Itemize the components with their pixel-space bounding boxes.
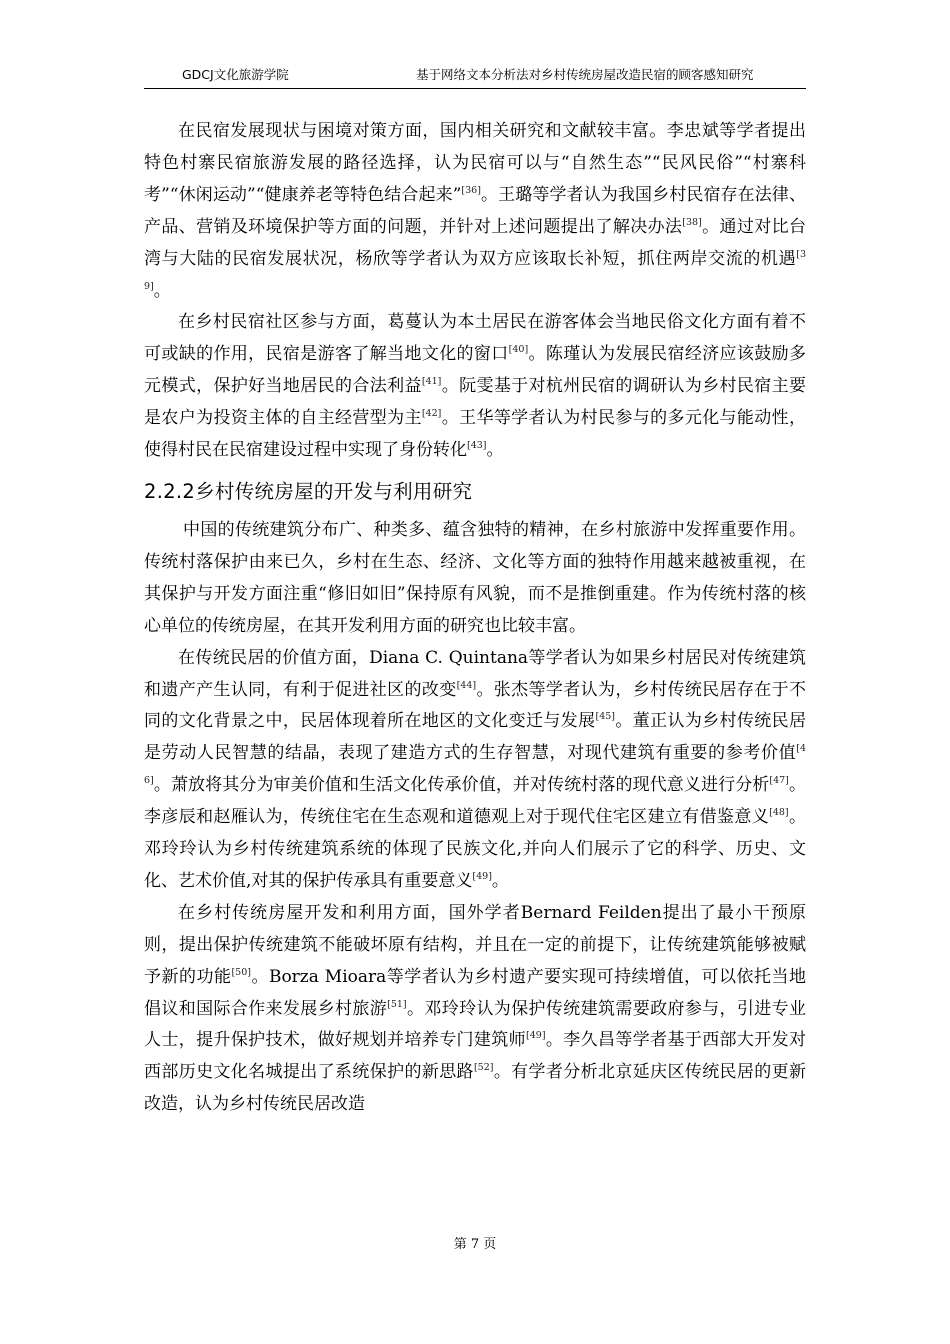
- paragraph-traditional-architecture: [144, 515, 806, 643]
- header-thesis-title: 基于网络文本分析法对乡村传统房屋改造民宿的顾客感知研究: [416, 67, 754, 82]
- paragraph-homestay-status: [144, 116, 806, 307]
- citation-marker: [46]: [144, 743, 806, 787]
- citation-marker: [49]: [472, 870, 492, 882]
- text-run: 。通过对比台湾与大陆的民宿发展状况，杨欣等学者认为双方应该取长补短，抓住两岸交流的机遇: [144, 216, 806, 269]
- text-run: 中国的传统建筑分布广、种类多、蕴含独特的精神，在乡村旅游中发挥重要作用。传统村落保护由来已久，乡村在生态、经济、文化等方面的独特作用越来越被重视，在其保护与开发方面注重“修旧如旧”保持原有风貌，而不是推倒重建。作为传统村落的核心单位的传统房屋，在其开发利用方面的研究也比较丰富。: [144, 519, 806, 636]
- text-run: 在民宿发展现状与困境对策方面，国内相关研究和文献较丰富。李忠斌等学者提出特色村寨民宿旅游发展的路径选择，认为民宿可以与“自然生态”“民风民俗”“村寨科考”“休闲运动”“健康养老等特色结合起来”: [144, 121, 806, 205]
- running-header: [144, 66, 806, 89]
- citation-marker: [52]: [473, 1062, 494, 1074]
- text-run: 。阮雯基于对杭州民宿的调研认为乡村民宿主要是农户为投资主体的自主经营型为主: [144, 376, 807, 429]
- citation-marker: [42]: [421, 408, 442, 420]
- text-run: 。邓玲玲认为保护传统建筑需要政府参与，引进专业人士，提升保护技术，做好规划并培养专门建筑师: [144, 998, 807, 1051]
- citation-marker: [48]: [769, 807, 789, 819]
- citation-marker: [44]: [456, 679, 477, 691]
- citation-marker: [41]: [421, 376, 442, 388]
- text-run: 。张杰等学者认为，乡村传统民居存在于不同的文化背景之中，民居体现着所在地区的文化变迁与发展: [144, 679, 807, 732]
- text-run: 。董正认为乡村传统民居是劳动人民智慧的结晶，表现了建造方式的生存智慧，对现代建筑有重要的参考价值: [144, 711, 807, 764]
- citation-marker: [51]: [387, 998, 407, 1010]
- citation-marker: [45]: [595, 711, 615, 723]
- text-run: 。王璐等学者认为我国乡村民宿存在法律、产品、营销及环境保护等方面的问题，并针对上述问题提出了解决办法: [144, 184, 806, 237]
- citation-marker: [47]: [769, 775, 789, 787]
- citation-marker: [36]: [461, 184, 481, 196]
- section-heading-2-2-2: 2.2.2乡村传统房屋的开发与利用研究: [144, 479, 473, 503]
- text-run: 在传统民居的价值方面，Diana C. Quintana等学者认为如果乡村居民对传统建筑和遗产产生认同，有利于促进社区的改变: [144, 647, 806, 700]
- citation-marker: [43]: [467, 440, 487, 452]
- text-run: 在乡村民宿社区参与方面，葛蔓认为本土居民在游客体会当地民俗文化方面有着不可或缺的作用，民宿是游客了解当地文化的窗口: [144, 312, 806, 365]
- body-text: [144, 116, 806, 1121]
- citation-marker: [40]: [508, 344, 529, 356]
- text-run: 。: [153, 280, 171, 301]
- text-run: 。李彦辰和赵雁认为，传统住宅在生态观和道德观上对于现代住宅区建立有借鉴意义: [144, 775, 807, 828]
- text-run: 。: [491, 870, 509, 891]
- paragraph-community-participation: [144, 307, 806, 467]
- text-run: 。有学者分析北京延庆区传统民居的更新改造，认为乡村传统民居改造: [144, 1062, 807, 1115]
- text-run: 。萧放将其分为审美价值和生活文化传承价值，并对传统村落的现代意义进行分析: [153, 775, 770, 796]
- text-run: 。: [486, 440, 504, 461]
- citation-marker: [39]: [144, 248, 806, 292]
- paragraph-development-utilization: [144, 898, 806, 1121]
- header-institution: GDCJ文化旅游学院: [182, 67, 289, 82]
- citation-marker: [49]: [526, 1030, 546, 1042]
- text-run: 。Borza Mioara等学者认为乡村遗产要实现可持续增值，可以依托当地倡议和国际合作来发展乡村旅游: [144, 966, 807, 1019]
- page-number: 第 7 页: [453, 1237, 497, 1252]
- text-run: 。陈瑾认为发展民宿经济应该鼓励多元模式，保护好当地居民的合法利益: [144, 344, 807, 397]
- text-run: 。邓玲玲认为乡村传统建筑系统的体现了民族文化,并向人们展示了它的科学、历史、文化、艺术价值,对其的保护传承具有重要意义: [144, 807, 807, 891]
- citation-marker: [38]: [682, 216, 702, 228]
- text-run: 。李久昌等学者基于西部大开发对西部历史文化名城提出了系统保护的新思路: [144, 1030, 807, 1083]
- citation-marker: [50]: [231, 966, 251, 978]
- paragraph-dwelling-value: [144, 643, 806, 898]
- text-run: 在乡村传统房屋开发和利用方面，国外学者Bernard Feilden提出了最小干预原则，提出保护传统建筑不能破坏原有结构，并且在一定的前提下，让传统建筑能够被赋予新的功能: [144, 902, 806, 987]
- text-run: 。王华等学者认为村民参与的多元化与能动性，使得村民在民宿建设过程中实现了身份转化: [144, 408, 807, 461]
